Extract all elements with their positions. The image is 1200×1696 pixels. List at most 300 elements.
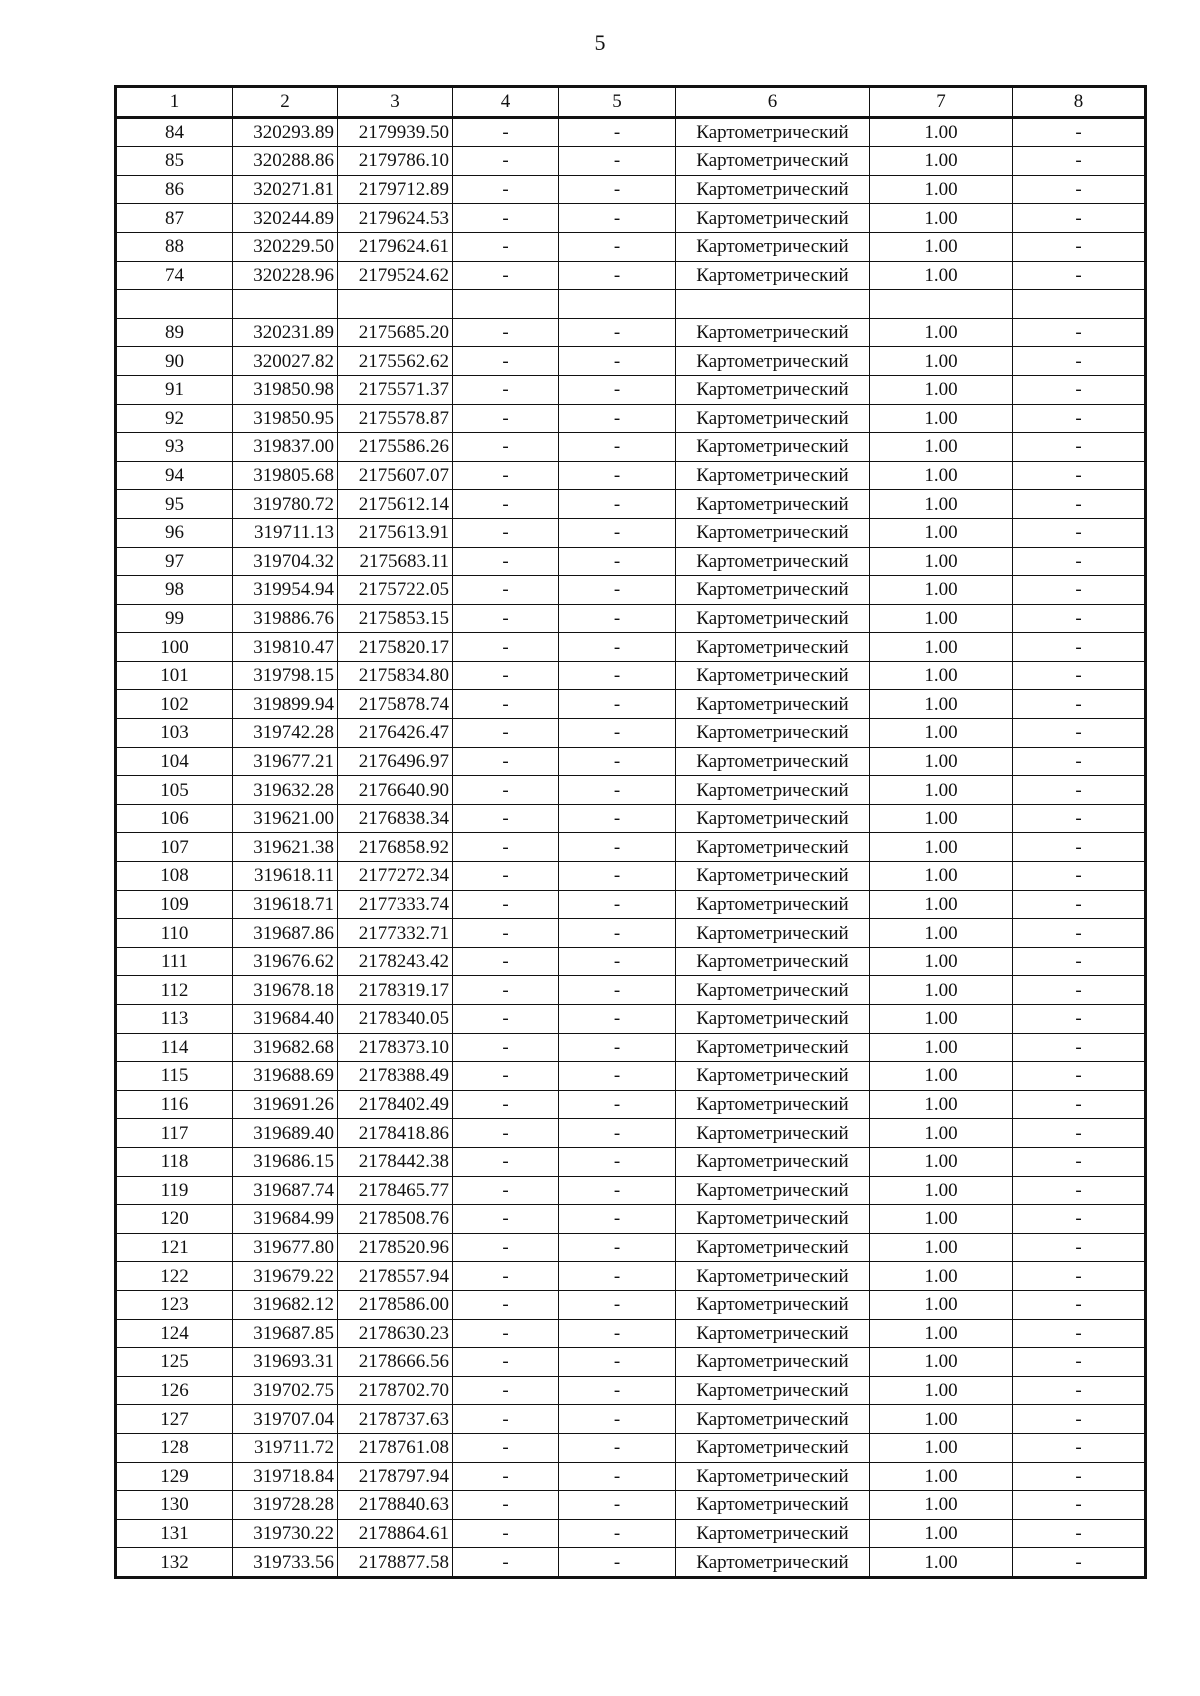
y-coordinate-cell: 2175834.80 <box>338 661 453 690</box>
accuracy-cell: 1.00 <box>870 490 1013 519</box>
accuracy-cell: 1.00 <box>870 232 1013 261</box>
coordinates-table <box>114 85 1147 1579</box>
col8-cell: - <box>1013 1005 1146 1034</box>
point-number-cell: 124 <box>116 1319 233 1348</box>
table-row <box>116 1405 1146 1434</box>
x-coordinate-cell: 319810.47 <box>233 633 338 662</box>
y-coordinate-cell <box>338 290 453 319</box>
point-number-cell: 122 <box>116 1262 233 1291</box>
col5-cell: - <box>559 117 676 147</box>
header-cell: 4 <box>453 87 559 118</box>
col8-cell: - <box>1013 433 1146 462</box>
x-coordinate-cell: 319684.40 <box>233 1005 338 1034</box>
col8-cell <box>1013 290 1146 319</box>
col8-cell: - <box>1013 804 1146 833</box>
accuracy-cell: 1.00 <box>870 1005 1013 1034</box>
col5-cell: - <box>559 232 676 261</box>
table-row <box>116 1376 1146 1405</box>
col8-cell: - <box>1013 976 1146 1005</box>
col4-cell: - <box>453 1548 559 1578</box>
table-row <box>116 1005 1146 1034</box>
x-coordinate-cell: 319728.28 <box>233 1491 338 1520</box>
col5-cell: - <box>559 318 676 347</box>
point-number-cell: 121 <box>116 1233 233 1262</box>
point-number-cell: 74 <box>116 261 233 290</box>
col5-cell: - <box>559 518 676 547</box>
col8-cell: - <box>1013 690 1146 719</box>
method-cell: Картометрический <box>676 347 870 376</box>
point-number-cell: 93 <box>116 433 233 462</box>
x-coordinate-cell: 319691.26 <box>233 1090 338 1119</box>
point-number-cell: 106 <box>116 804 233 833</box>
point-number-cell: 112 <box>116 976 233 1005</box>
col8-cell: - <box>1013 1491 1146 1520</box>
col4-cell: - <box>453 719 559 748</box>
y-coordinate-cell: 2178797.94 <box>338 1462 453 1491</box>
table-row <box>116 1033 1146 1062</box>
col5-cell: - <box>559 147 676 176</box>
point-number-cell: 127 <box>116 1405 233 1434</box>
col5-cell: - <box>559 1376 676 1405</box>
x-coordinate-cell: 319693.31 <box>233 1348 338 1377</box>
x-coordinate-cell: 319702.75 <box>233 1376 338 1405</box>
col4-cell: - <box>453 1119 559 1148</box>
col4-cell: - <box>453 547 559 576</box>
method-cell: Картометрический <box>676 862 870 891</box>
col8-cell: - <box>1013 1548 1146 1578</box>
col4-cell: - <box>453 1491 559 1520</box>
method-cell: Картометрический <box>676 719 870 748</box>
col8-cell: - <box>1013 661 1146 690</box>
col5-cell: - <box>559 1233 676 1262</box>
header-cell: 7 <box>870 87 1013 118</box>
method-cell: Картометрический <box>676 1462 870 1491</box>
header-cell: 5 <box>559 87 676 118</box>
point-number-cell: 91 <box>116 375 233 404</box>
x-coordinate-cell: 319621.00 <box>233 804 338 833</box>
table-row <box>116 490 1146 519</box>
point-number-cell: 87 <box>116 204 233 233</box>
accuracy-cell: 1.00 <box>870 1262 1013 1291</box>
col4-cell: - <box>453 576 559 605</box>
x-coordinate-cell: 319677.21 <box>233 747 338 776</box>
col8-cell: - <box>1013 1147 1146 1176</box>
table-row <box>116 1176 1146 1205</box>
table-row <box>116 1519 1146 1548</box>
col8-cell: - <box>1013 1433 1146 1462</box>
point-number-cell: 100 <box>116 633 233 662</box>
method-cell: Картометрический <box>676 1433 870 1462</box>
table-row <box>116 604 1146 633</box>
x-coordinate-cell: 319899.94 <box>233 690 338 719</box>
y-coordinate-cell: 2178418.86 <box>338 1119 453 1148</box>
method-cell: Картометрический <box>676 833 870 862</box>
col8-cell: - <box>1013 1233 1146 1262</box>
accuracy-cell: 1.00 <box>870 1062 1013 1091</box>
point-number-cell: 113 <box>116 1005 233 1034</box>
col4-cell: - <box>453 147 559 176</box>
col5-cell: - <box>559 1433 676 1462</box>
table-row <box>116 175 1146 204</box>
method-cell: Картометрический <box>676 1519 870 1548</box>
point-number-cell: 105 <box>116 776 233 805</box>
col4-cell: - <box>453 1062 559 1091</box>
col4-cell: - <box>453 1205 559 1234</box>
x-coordinate-cell: 319711.13 <box>233 518 338 547</box>
method-cell: Картометрический <box>676 947 870 976</box>
col8-cell: - <box>1013 518 1146 547</box>
method-cell: Картометрический <box>676 404 870 433</box>
method-cell: Картометрический <box>676 261 870 290</box>
point-number-cell: 88 <box>116 232 233 261</box>
x-coordinate-cell: 319679.22 <box>233 1262 338 1291</box>
col8-cell: - <box>1013 890 1146 919</box>
x-coordinate-cell: 319742.28 <box>233 719 338 748</box>
table-row <box>116 1319 1146 1348</box>
y-coordinate-cell: 2178630.23 <box>338 1319 453 1348</box>
col4-cell: - <box>453 461 559 490</box>
y-coordinate-cell: 2176496.97 <box>338 747 453 776</box>
col5-cell: - <box>559 1405 676 1434</box>
point-number-cell: 114 <box>116 1033 233 1062</box>
y-coordinate-cell: 2175612.14 <box>338 490 453 519</box>
method-cell: Картометрический <box>676 1033 870 1062</box>
accuracy-cell: 1.00 <box>870 804 1013 833</box>
method-cell: Картометрический <box>676 1062 870 1091</box>
col5-cell: - <box>559 719 676 748</box>
col8-cell: - <box>1013 576 1146 605</box>
x-coordinate-cell: 319677.80 <box>233 1233 338 1262</box>
col8-cell: - <box>1013 1376 1146 1405</box>
y-coordinate-cell: 2176858.92 <box>338 833 453 862</box>
x-coordinate-cell: 319886.76 <box>233 604 338 633</box>
col8-cell: - <box>1013 318 1146 347</box>
col5-cell: - <box>559 433 676 462</box>
col5-cell: - <box>559 576 676 605</box>
x-coordinate-cell: 320244.89 <box>233 204 338 233</box>
point-number-cell: 89 <box>116 318 233 347</box>
accuracy-cell: 1.00 <box>870 1376 1013 1405</box>
y-coordinate-cell: 2175853.15 <box>338 604 453 633</box>
point-number-cell: 109 <box>116 890 233 919</box>
col5-cell: - <box>559 204 676 233</box>
table-row <box>116 1290 1146 1319</box>
method-cell: Картометрический <box>676 661 870 690</box>
col5-cell: - <box>559 604 676 633</box>
x-coordinate-cell: 319711.72 <box>233 1433 338 1462</box>
method-cell: Картометрический <box>676 1491 870 1520</box>
x-coordinate-cell: 319850.95 <box>233 404 338 433</box>
method-cell: Картометрический <box>676 690 870 719</box>
y-coordinate-cell: 2175685.20 <box>338 318 453 347</box>
table-row <box>116 1147 1146 1176</box>
method-cell <box>676 290 870 319</box>
x-coordinate-cell: 320027.82 <box>233 347 338 376</box>
x-coordinate-cell: 319733.56 <box>233 1548 338 1578</box>
col8-cell: - <box>1013 261 1146 290</box>
accuracy-cell: 1.00 <box>870 1548 1013 1578</box>
point-number-cell: 95 <box>116 490 233 519</box>
col5-cell: - <box>559 633 676 662</box>
accuracy-cell: 1.00 <box>870 404 1013 433</box>
method-cell: Картометрический <box>676 804 870 833</box>
point-number-cell: 110 <box>116 919 233 948</box>
y-coordinate-cell: 2177333.74 <box>338 890 453 919</box>
point-number-cell: 129 <box>116 1462 233 1491</box>
method-cell: Картометрический <box>676 1262 870 1291</box>
col8-cell: - <box>1013 1205 1146 1234</box>
method-cell: Картометрический <box>676 1405 870 1434</box>
point-number-cell: 92 <box>116 404 233 433</box>
y-coordinate-cell: 2178508.76 <box>338 1205 453 1234</box>
accuracy-cell: 1.00 <box>870 633 1013 662</box>
x-coordinate-cell: 319684.99 <box>233 1205 338 1234</box>
y-coordinate-cell: 2175613.91 <box>338 518 453 547</box>
table-row <box>116 1233 1146 1262</box>
col8-cell: - <box>1013 1519 1146 1548</box>
table-row <box>116 347 1146 376</box>
y-coordinate-cell: 2178557.94 <box>338 1262 453 1291</box>
accuracy-cell: 1.00 <box>870 576 1013 605</box>
col8-cell: - <box>1013 1290 1146 1319</box>
col8-cell: - <box>1013 232 1146 261</box>
method-cell: Картометрический <box>676 375 870 404</box>
y-coordinate-cell: 2178864.61 <box>338 1519 453 1548</box>
point-number-cell: 132 <box>116 1548 233 1578</box>
table-row <box>116 1119 1146 1148</box>
col8-cell: - <box>1013 1119 1146 1148</box>
method-cell: Картометрический <box>676 1176 870 1205</box>
table-row <box>116 117 1146 147</box>
col5-cell: - <box>559 890 676 919</box>
col4-cell: - <box>453 175 559 204</box>
col8-cell: - <box>1013 862 1146 891</box>
accuracy-cell: 1.00 <box>870 890 1013 919</box>
col5-cell: - <box>559 1290 676 1319</box>
point-number-cell: 131 <box>116 1519 233 1548</box>
y-coordinate-cell: 2178442.38 <box>338 1147 453 1176</box>
table-row <box>116 919 1146 948</box>
point-number-cell: 118 <box>116 1147 233 1176</box>
col8-cell: - <box>1013 947 1146 976</box>
accuracy-cell: 1.00 <box>870 1233 1013 1262</box>
method-cell: Картометрический <box>676 1233 870 1262</box>
x-coordinate-cell: 319689.40 <box>233 1119 338 1148</box>
table-row <box>116 661 1146 690</box>
point-number-cell: 96 <box>116 518 233 547</box>
method-cell: Картометрический <box>676 547 870 576</box>
table-header-row <box>116 87 1146 118</box>
y-coordinate-cell: 2177272.34 <box>338 862 453 891</box>
method-cell: Картометрический <box>676 147 870 176</box>
y-coordinate-cell: 2178465.77 <box>338 1176 453 1205</box>
method-cell: Картометрический <box>676 1147 870 1176</box>
point-number-cell: 99 <box>116 604 233 633</box>
x-coordinate-cell: 320231.89 <box>233 318 338 347</box>
col8-cell: - <box>1013 404 1146 433</box>
y-coordinate-cell: 2178373.10 <box>338 1033 453 1062</box>
col5-cell: - <box>559 375 676 404</box>
method-cell: Картометрический <box>676 518 870 547</box>
x-coordinate-cell <box>233 290 338 319</box>
col4-cell: - <box>453 690 559 719</box>
page-number: 5 <box>594 30 606 55</box>
col4-cell: - <box>453 890 559 919</box>
col4-cell: - <box>453 204 559 233</box>
table-row <box>116 1090 1146 1119</box>
col4-cell: - <box>453 1462 559 1491</box>
col5-cell: - <box>559 547 676 576</box>
table-row <box>116 375 1146 404</box>
col8-cell: - <box>1013 747 1146 776</box>
x-coordinate-cell: 319954.94 <box>233 576 338 605</box>
accuracy-cell: 1.00 <box>870 1405 1013 1434</box>
x-coordinate-cell: 319798.15 <box>233 661 338 690</box>
col5-cell: - <box>559 1491 676 1520</box>
y-coordinate-cell: 2179939.50 <box>338 117 453 147</box>
col8-cell: - <box>1013 347 1146 376</box>
y-coordinate-cell: 2178319.17 <box>338 976 453 1005</box>
col5-cell: - <box>559 804 676 833</box>
y-coordinate-cell: 2176838.34 <box>338 804 453 833</box>
col5-cell: - <box>559 1005 676 1034</box>
accuracy-cell: 1.00 <box>870 1119 1013 1148</box>
y-coordinate-cell: 2178737.63 <box>338 1405 453 1434</box>
y-coordinate-cell: 2178388.49 <box>338 1062 453 1091</box>
table-row <box>116 776 1146 805</box>
point-number-cell: 116 <box>116 1090 233 1119</box>
accuracy-cell: 1.00 <box>870 1491 1013 1520</box>
col4-cell: - <box>453 375 559 404</box>
col8-cell: - <box>1013 833 1146 862</box>
col4-cell: - <box>453 1090 559 1119</box>
method-cell: Картометрический <box>676 433 870 462</box>
point-number-cell: 102 <box>116 690 233 719</box>
col5-cell: - <box>559 976 676 1005</box>
col4-cell: - <box>453 1348 559 1377</box>
accuracy-cell: 1.00 <box>870 719 1013 748</box>
accuracy-cell: 1.00 <box>870 1348 1013 1377</box>
x-coordinate-cell: 320229.50 <box>233 232 338 261</box>
accuracy-cell: 1.00 <box>870 261 1013 290</box>
point-number-cell: 125 <box>116 1348 233 1377</box>
table-row <box>116 1462 1146 1491</box>
y-coordinate-cell: 2175878.74 <box>338 690 453 719</box>
point-number-cell: 111 <box>116 947 233 976</box>
col4-cell: - <box>453 1376 559 1405</box>
table-body <box>116 87 1146 1578</box>
col5-cell: - <box>559 1548 676 1578</box>
col5-cell: - <box>559 175 676 204</box>
table-row <box>116 1062 1146 1091</box>
table-row <box>116 1348 1146 1377</box>
col4-cell: - <box>453 947 559 976</box>
x-coordinate-cell: 319837.00 <box>233 433 338 462</box>
col4-cell: - <box>453 1519 559 1548</box>
accuracy-cell: 1.00 <box>870 347 1013 376</box>
y-coordinate-cell: 2178586.00 <box>338 1290 453 1319</box>
x-coordinate-cell: 319707.04 <box>233 1405 338 1434</box>
accuracy-cell: 1.00 <box>870 433 1013 462</box>
y-coordinate-cell: 2179624.61 <box>338 232 453 261</box>
col4-cell: - <box>453 404 559 433</box>
table-row <box>116 890 1146 919</box>
table-row <box>116 862 1146 891</box>
y-coordinate-cell: 2178702.70 <box>338 1376 453 1405</box>
accuracy-cell: 1.00 <box>870 1090 1013 1119</box>
x-coordinate-cell: 320293.89 <box>233 117 338 147</box>
y-coordinate-cell: 2175586.26 <box>338 433 453 462</box>
y-coordinate-cell: 2178761.08 <box>338 1433 453 1462</box>
col8-cell: - <box>1013 1348 1146 1377</box>
accuracy-cell: 1.00 <box>870 461 1013 490</box>
table-row <box>116 747 1146 776</box>
x-coordinate-cell: 319618.71 <box>233 890 338 919</box>
accuracy-cell: 1.00 <box>870 318 1013 347</box>
col4-cell: - <box>453 1005 559 1034</box>
table-row <box>116 804 1146 833</box>
method-cell: Картометрический <box>676 204 870 233</box>
point-number-cell: 90 <box>116 347 233 376</box>
point-number-cell: 117 <box>116 1119 233 1148</box>
method-cell: Картометрический <box>676 175 870 204</box>
accuracy-cell: 1.00 <box>870 175 1013 204</box>
table-row <box>116 404 1146 433</box>
y-coordinate-cell: 2175722.05 <box>338 576 453 605</box>
table-row <box>116 833 1146 862</box>
x-coordinate-cell: 319688.69 <box>233 1062 338 1091</box>
accuracy-cell: 1.00 <box>870 747 1013 776</box>
x-coordinate-cell: 319686.15 <box>233 1147 338 1176</box>
accuracy-cell: 1.00 <box>870 919 1013 948</box>
table-row <box>116 290 1146 319</box>
col4-cell: - <box>453 490 559 519</box>
y-coordinate-cell: 2175578.87 <box>338 404 453 433</box>
col5-cell: - <box>559 1519 676 1548</box>
col5-cell: - <box>559 461 676 490</box>
point-number-cell: 108 <box>116 862 233 891</box>
col8-cell: - <box>1013 776 1146 805</box>
y-coordinate-cell: 2178340.05 <box>338 1005 453 1034</box>
col5-cell: - <box>559 490 676 519</box>
col4-cell: - <box>453 661 559 690</box>
table-row <box>116 1205 1146 1234</box>
x-coordinate-cell: 319850.98 <box>233 375 338 404</box>
table-row <box>116 690 1146 719</box>
col5-cell: - <box>559 1348 676 1377</box>
table-row <box>116 576 1146 605</box>
x-coordinate-cell: 320271.81 <box>233 175 338 204</box>
method-cell: Картометрический <box>676 1290 870 1319</box>
point-number-cell: 128 <box>116 1433 233 1462</box>
col4-cell: - <box>453 776 559 805</box>
col8-cell: - <box>1013 604 1146 633</box>
method-cell: Картометрический <box>676 490 870 519</box>
y-coordinate-cell: 2179524.62 <box>338 261 453 290</box>
header-cell: 2 <box>233 87 338 118</box>
col8-cell: - <box>1013 1319 1146 1348</box>
col8-cell: - <box>1013 1033 1146 1062</box>
method-cell: Картометрический <box>676 747 870 776</box>
accuracy-cell: 1.00 <box>870 117 1013 147</box>
col4-cell: - <box>453 919 559 948</box>
x-coordinate-cell: 319618.11 <box>233 862 338 891</box>
table-row <box>116 976 1146 1005</box>
col8-cell: - <box>1013 461 1146 490</box>
x-coordinate-cell: 319632.28 <box>233 776 338 805</box>
accuracy-cell: 1.00 <box>870 204 1013 233</box>
accuracy-cell: 1.00 <box>870 976 1013 1005</box>
